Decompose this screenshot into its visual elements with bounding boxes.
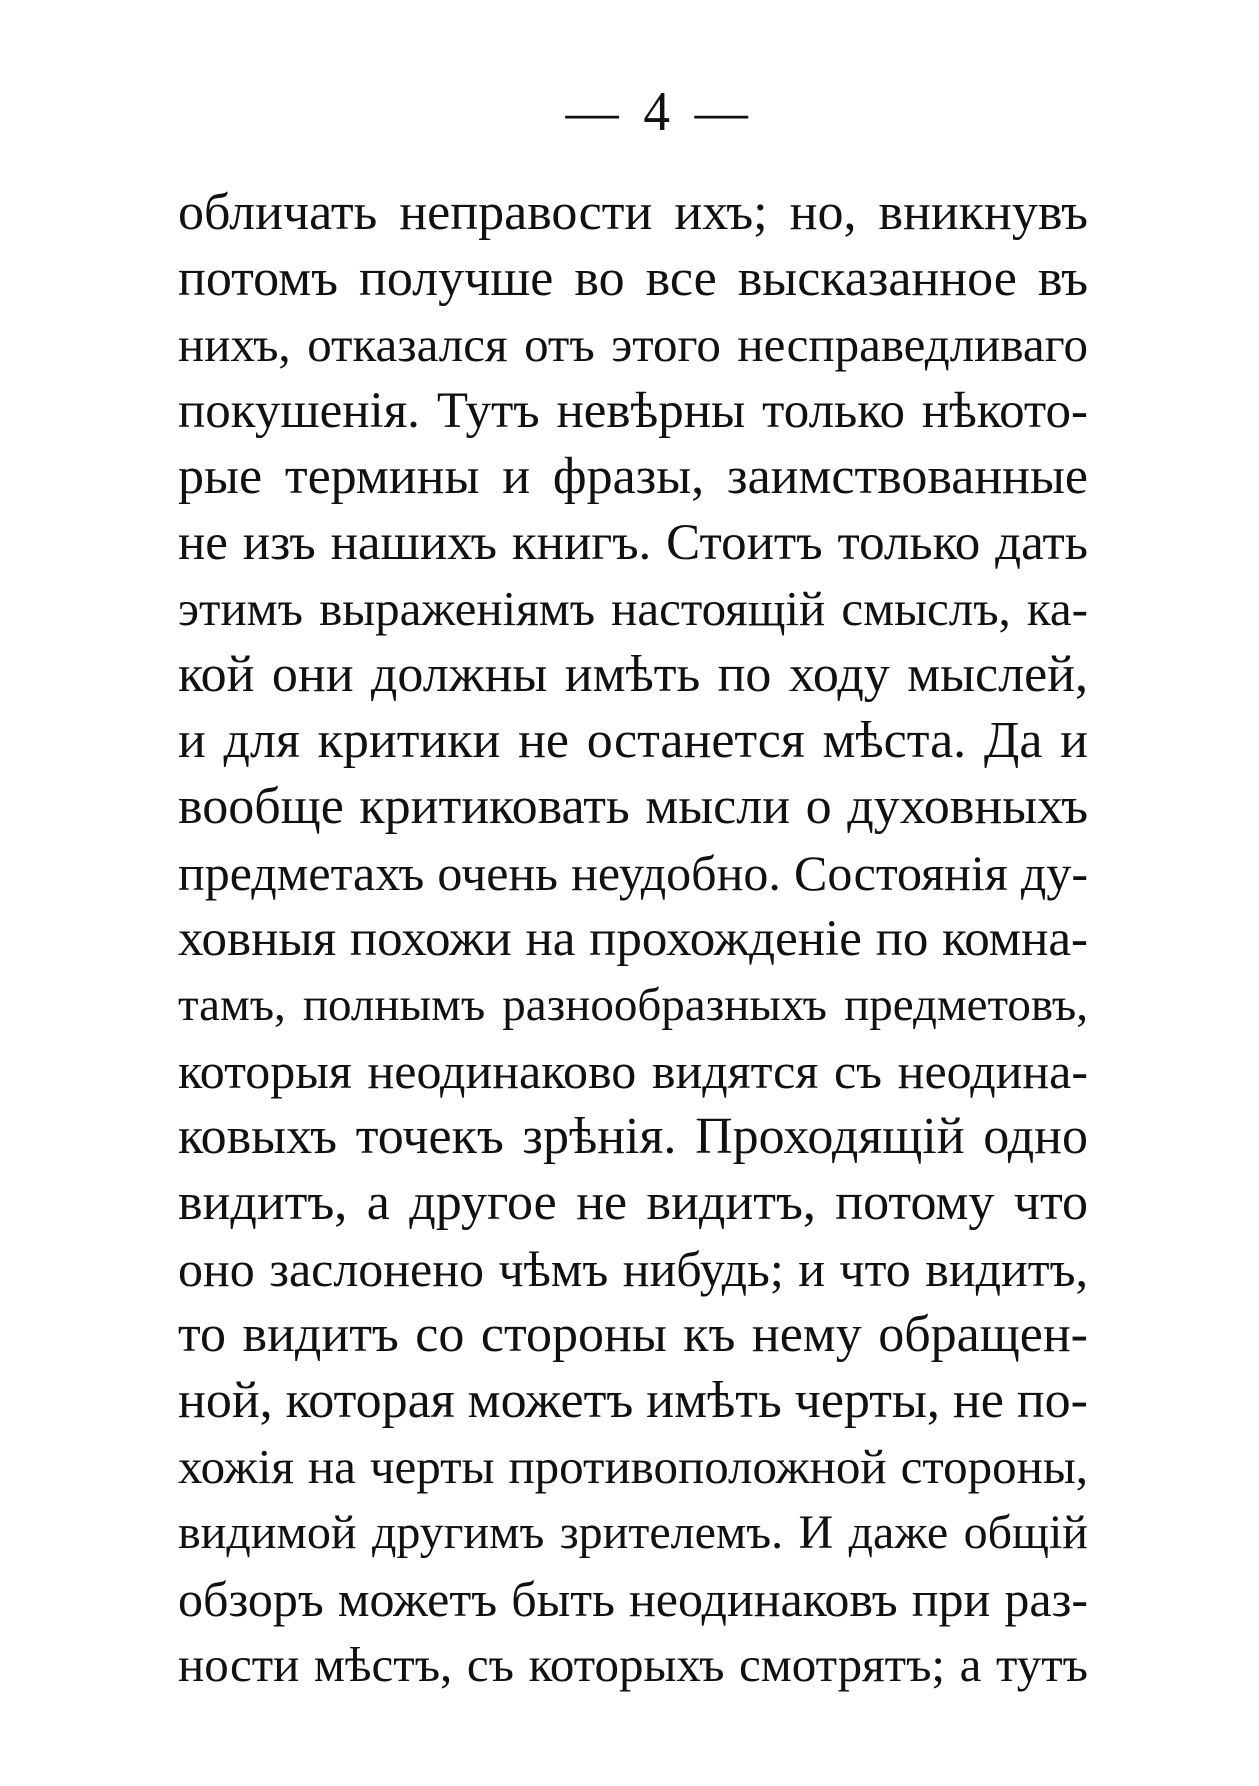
text-line: видимой другимъ зрителемъ. И даже общій bbox=[178, 1506, 1088, 1559]
text-line: потомъ получше во все высказанное въ bbox=[178, 250, 1088, 307]
text-line: кой они должны имѣть по ходу мыслей, bbox=[178, 646, 1088, 703]
text-line: ховныя похожи на прохожденіе по комна- bbox=[178, 911, 1088, 967]
text-line: вообще критиковать мысли о духовныхъ bbox=[178, 778, 1088, 835]
body-text bbox=[178, 180, 1088, 1698]
text-line: видитъ, а другое не видитъ, потому что bbox=[178, 1174, 1088, 1231]
text-line: рые термины и фразы, заимствованные bbox=[178, 448, 1088, 505]
text-line: ной, которая можетъ имѣть черты, не по- bbox=[178, 1372, 1088, 1429]
text-line: ковыхъ точекъ зрѣнія. Проходящій одно bbox=[178, 1108, 1088, 1165]
text-line: обзоръ можетъ быть неодинаковъ при раз- bbox=[178, 1571, 1088, 1627]
page-number: — 4 — bbox=[565, 81, 754, 143]
text-line: не изъ нашихъ книгъ. Стоитъ только дать bbox=[178, 515, 1088, 571]
text-line: покушенія. Тутъ невѣрны только нѣкото- bbox=[178, 383, 1088, 439]
text-line: то видитъ со стороны къ нему обращен- bbox=[178, 1306, 1088, 1363]
text-line: которыя неодинаково видятся съ неодина- bbox=[178, 1043, 1088, 1099]
text-line: оно заслонено чѣмъ нибудь; и что видитъ, bbox=[178, 1241, 1088, 1297]
text-line: нихъ, отказался отъ этого несправедливаго bbox=[178, 317, 1088, 372]
text-line: этимъ выраженіямъ настоящій смыслъ, ка- bbox=[178, 581, 1088, 636]
text-line: предметахъ очень неудобно. Состоянія ду- bbox=[178, 845, 1088, 901]
text-line: обличать неправости ихъ; но, вникнувъ bbox=[178, 184, 1088, 241]
text-line: хожія на черты противоположной стороны, bbox=[178, 1439, 1088, 1494]
text-line: ности мѣстъ, съ которыхъ смотрятъ; а тутъ bbox=[178, 1637, 1088, 1692]
text-line: тамъ, полнымъ разнообразныхъ предметовъ, bbox=[178, 979, 1088, 1031]
text-line: и для критики не останется мѣста. Да и bbox=[178, 712, 1088, 769]
